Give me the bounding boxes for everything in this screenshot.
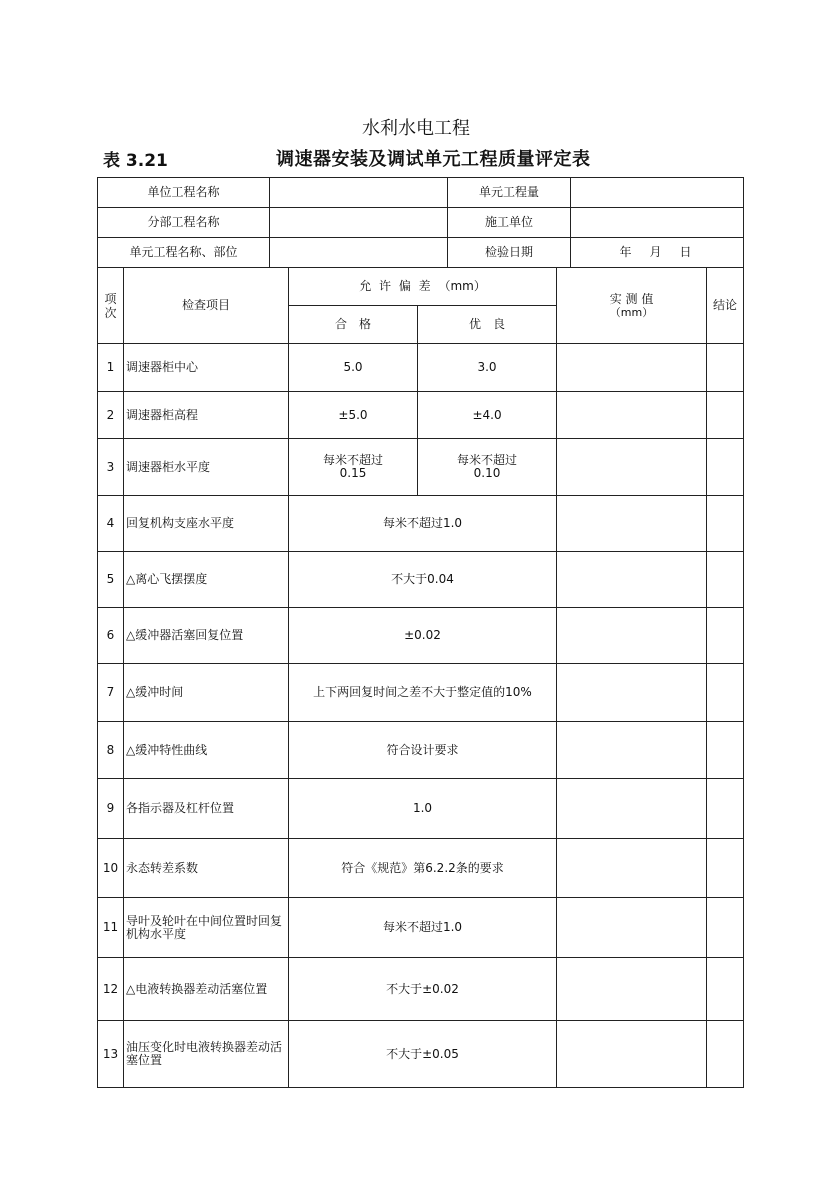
check-item: △缓冲特性曲线 xyxy=(124,722,289,779)
tolerance-value: 上下两回复时间之差不大于整定值的10% xyxy=(289,664,557,722)
conclusion-field[interactable] xyxy=(707,496,744,552)
measured-text: 实 测 值 xyxy=(609,291,654,306)
row-number: 10 xyxy=(98,839,124,898)
check-item: 调速器柜中心 xyxy=(124,344,289,392)
measured-value-field[interactable] xyxy=(557,552,707,608)
conclusion-field[interactable] xyxy=(707,839,744,898)
measured-value-field[interactable] xyxy=(557,496,707,552)
header-item-no xyxy=(98,268,124,344)
contractor-label: 施工单位 xyxy=(448,208,571,238)
row-number: 8 xyxy=(98,722,124,779)
check-item: 永态转差系数 xyxy=(124,839,289,898)
row-number: 7 xyxy=(98,664,124,722)
inspection-date-field[interactable]: 年 月 日 xyxy=(571,238,744,268)
table-row xyxy=(98,898,744,958)
conclusion-field[interactable] xyxy=(707,392,744,439)
check-item: △电液转换器差动活塞位置 xyxy=(124,958,289,1021)
header-check-item: 检查项目 xyxy=(124,268,289,344)
info-table xyxy=(97,177,744,268)
table-row xyxy=(98,439,744,496)
conclusion-field[interactable] xyxy=(707,1021,744,1088)
check-item: 调速器柜水平度 xyxy=(124,439,289,496)
unit-project-field[interactable] xyxy=(270,178,448,208)
measured-value-field[interactable] xyxy=(557,664,707,722)
excellent-value: 每米不超过0.10 xyxy=(418,439,557,496)
tolerance-value: 符合设计要求 xyxy=(289,722,557,779)
page-title: 调速器安装及调试单元工程质量评定表 xyxy=(276,149,591,170)
header-qualified: 合 格 xyxy=(289,306,418,344)
item-no-text: 项次 xyxy=(104,291,117,320)
table-number: 表 3.21 xyxy=(103,151,168,171)
row-number: 6 xyxy=(98,608,124,664)
row-number: 5 xyxy=(98,552,124,608)
tolerance-value: 符合《规范》第6.2.2条的要求 xyxy=(289,839,557,898)
unit-quantity-label: 单元工程量 xyxy=(448,178,571,208)
excellent-value: 3.0 xyxy=(418,344,557,392)
tolerance-value: 不大于±0.02 xyxy=(289,958,557,1021)
tolerance-value: 每米不超过1.0 xyxy=(289,496,557,552)
row-number: 2 xyxy=(98,392,124,439)
table-row xyxy=(98,779,744,839)
element-name-label: 单元工程名称、部位 xyxy=(98,238,270,268)
tolerance-value: 每米不超过1.0 xyxy=(289,898,557,958)
qualified-value: ±5.0 xyxy=(289,392,418,439)
row-number: 1 xyxy=(98,344,124,392)
conclusion-field[interactable] xyxy=(707,898,744,958)
subtitle-text: 水利水电工程 xyxy=(362,118,470,139)
excellent-value: ±4.0 xyxy=(418,392,557,439)
check-item: △缓冲器活塞回复位置 xyxy=(124,608,289,664)
qualified-value: 每米不超过0.15 xyxy=(289,439,418,496)
measured-value-field[interactable] xyxy=(557,344,707,392)
inspection-table xyxy=(97,267,744,1088)
tolerance-value: 不大于±0.05 xyxy=(289,1021,557,1088)
check-item: △缓冲时间 xyxy=(124,664,289,722)
row-number: 13 xyxy=(98,1021,124,1088)
measured-value-field[interactable] xyxy=(557,392,707,439)
header-conclusion: 结论 xyxy=(707,268,744,344)
conclusion-field[interactable] xyxy=(707,439,744,496)
header-measured xyxy=(557,268,707,344)
table-row xyxy=(98,496,744,552)
unit-quantity-field[interactable] xyxy=(571,178,744,208)
table-row xyxy=(98,839,744,898)
measured-value-field[interactable] xyxy=(557,722,707,779)
row-number: 4 xyxy=(98,496,124,552)
check-item: 油压变化时电液转换器差动活塞位置 xyxy=(124,1021,289,1088)
measured-value-field[interactable] xyxy=(557,439,707,496)
sub-project-label: 分部工程名称 xyxy=(98,208,270,238)
row-number: 11 xyxy=(98,898,124,958)
check-item: △离心飞摆摆度 xyxy=(124,552,289,608)
table-row xyxy=(98,552,744,608)
sub-project-field[interactable] xyxy=(270,208,448,238)
measured-value-field[interactable] xyxy=(557,608,707,664)
measured-value-field[interactable] xyxy=(557,1021,707,1088)
measured-value-field[interactable] xyxy=(557,839,707,898)
header-tolerance: 允 许 偏 差 （mm） xyxy=(289,268,557,306)
element-name-field[interactable] xyxy=(270,238,448,268)
inspection-date-label: 检验日期 xyxy=(448,238,571,268)
conclusion-field[interactable] xyxy=(707,552,744,608)
table-row xyxy=(98,1021,744,1088)
table-row xyxy=(98,958,744,1021)
measured-value-field[interactable] xyxy=(557,779,707,839)
conclusion-field[interactable] xyxy=(707,608,744,664)
tolerance-value: 不大于0.04 xyxy=(289,552,557,608)
row-number: 3 xyxy=(98,439,124,496)
unit-project-label: 单位工程名称 xyxy=(98,178,270,208)
table-row xyxy=(98,722,744,779)
conclusion-field[interactable] xyxy=(707,779,744,839)
conclusion-field[interactable] xyxy=(707,344,744,392)
tolerance-value: 1.0 xyxy=(289,779,557,839)
row-number: 12 xyxy=(98,958,124,1021)
qualified-value: 5.0 xyxy=(289,344,418,392)
conclusion-field[interactable] xyxy=(707,958,744,1021)
measured-unit: （mm） xyxy=(609,305,654,319)
conclusion-field[interactable] xyxy=(707,664,744,722)
table-row xyxy=(98,664,744,722)
conclusion-field[interactable] xyxy=(707,722,744,779)
check-item: 调速器柜高程 xyxy=(124,392,289,439)
table-row xyxy=(98,608,744,664)
contractor-field[interactable] xyxy=(571,208,744,238)
measured-value-field[interactable] xyxy=(557,898,707,958)
table-row xyxy=(98,392,744,439)
header-excellent: 优 良 xyxy=(418,306,557,344)
tolerance-value: ±0.02 xyxy=(289,608,557,664)
check-item: 各指示器及杠杆位置 xyxy=(124,779,289,839)
check-item: 导叶及轮叶在中间位置时回复机构水平度 xyxy=(124,898,289,958)
check-item: 回复机构支座水平度 xyxy=(124,496,289,552)
table-row xyxy=(98,344,744,392)
measured-value-field[interactable] xyxy=(557,958,707,1021)
row-number: 9 xyxy=(98,779,124,839)
